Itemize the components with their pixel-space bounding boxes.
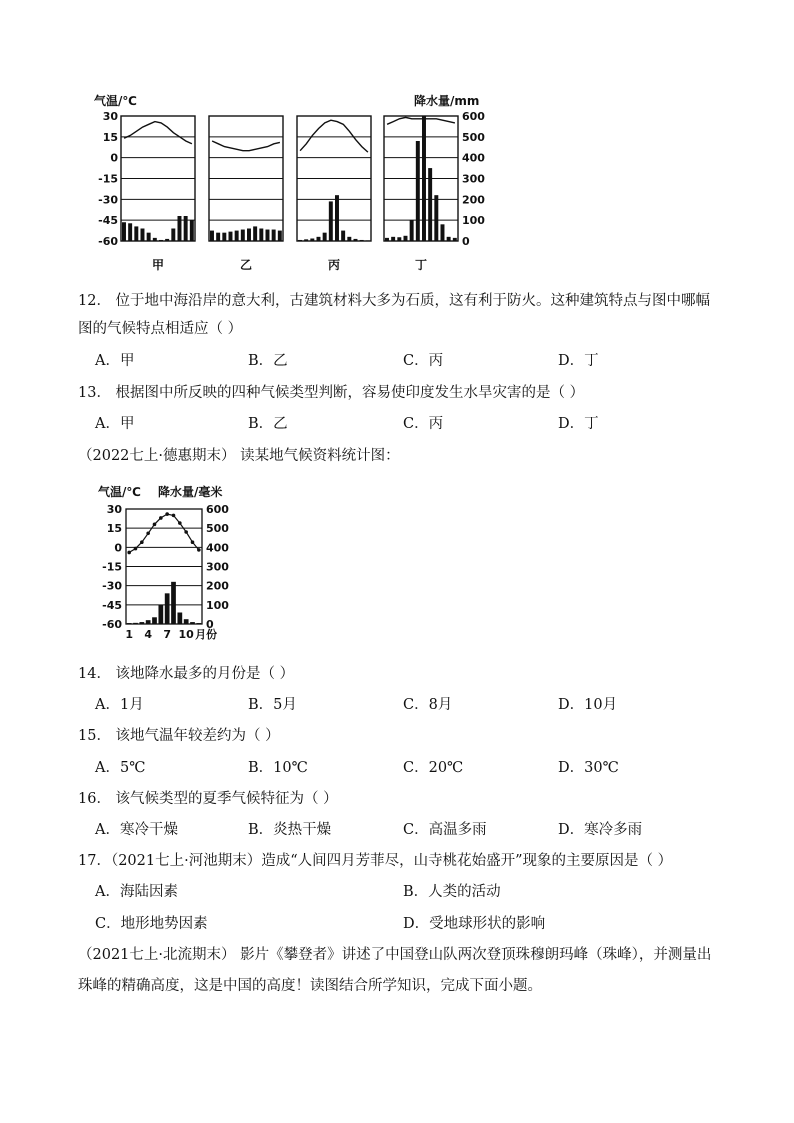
chart2-x-tick: 1 [125, 628, 133, 641]
climate-panel-1 [121, 116, 195, 272]
right-tick-label: 600 [462, 110, 485, 123]
chart2-right-tick: 300 [206, 560, 229, 574]
q16-option-a[interactable]: A．寒冷干燥 [95, 822, 178, 838]
temperature-curve [212, 141, 280, 151]
right-tick-label: 500 [462, 130, 485, 144]
precip-bar [428, 168, 432, 241]
precip-bar [247, 229, 251, 242]
chart2-temperature-point [153, 523, 157, 527]
intro-2022-dehui: （2022七上·德惠期末） 读某地气候资料统计图： [78, 448, 400, 464]
chart2-temperature-point [165, 512, 169, 516]
precip-bar [304, 239, 308, 241]
precip-bar [272, 230, 276, 241]
left-axis-ticks [98, 110, 118, 248]
q17-option-d[interactable]: D．受地球形状的影响 [403, 916, 546, 932]
chart2-precip-bar [190, 622, 195, 624]
precip-bar [210, 231, 214, 241]
precip-bar [253, 226, 257, 241]
q13-option-c[interactable]: C．丙 [403, 416, 444, 432]
q15-option-c[interactable]: C．20℃ [403, 760, 464, 776]
right-tick-label: 0 [462, 235, 470, 248]
q12-option-d[interactable]: D．丁 [558, 353, 599, 369]
q12-option-a[interactable]: A．甲 [95, 353, 135, 369]
chart2-temperature-point [184, 530, 188, 534]
question-16-text: 16． 该气候类型的夏季气候特征为（ ） [78, 791, 338, 807]
chart2-right-tick: 400 [206, 541, 229, 555]
chart2-precip-bar [171, 582, 176, 624]
chart2-right-tick: 0 [206, 618, 214, 631]
chart2-left-tick: 15 [106, 522, 122, 536]
q13-option-b[interactable]: B．乙 [248, 416, 288, 432]
precip-bar [159, 240, 163, 241]
climate-panel-4 [384, 116, 458, 272]
chart2-x-tick: 7 [163, 628, 171, 641]
intro-2021-beiliu-cont: 珠峰的精确高度，这是中国的高度！读图结合所学知识，完成下面小题。 [78, 978, 542, 994]
precip-bar [184, 216, 188, 241]
chart2-left-tick: -15 [102, 560, 122, 574]
left-tick-label: 30 [102, 110, 118, 123]
chart2-precip-bar [158, 605, 163, 624]
left-tick-label: -15 [98, 172, 118, 186]
q17-option-c[interactable]: C．地形地势因素 [95, 916, 208, 932]
question-12-text-cont: 图的气候特点相适应（ ） [78, 321, 243, 337]
precip-bar [229, 232, 233, 241]
chart2-temperature-point [140, 540, 144, 544]
q14-option-b[interactable]: B．5月 [248, 697, 297, 713]
chart2-right-tick: 600 [206, 503, 229, 516]
precip-bar [241, 230, 245, 241]
chart2-precip-bar [139, 622, 144, 624]
chart2-temperature-point [178, 521, 182, 525]
chart2-temperature-point [197, 548, 201, 552]
question-12-text: 12． 位于地中海沿岸的意大利，古建筑材料大多为石质，这有利于防火。这种建筑特点与图中哪幅 [78, 293, 711, 309]
precip-bar [266, 230, 270, 241]
panel-label: 乙 [239, 258, 253, 272]
chart2-precip-bar [184, 619, 189, 624]
precip-bar [360, 240, 364, 241]
q16-option-b[interactable]: B．炎热干燥 [248, 822, 332, 838]
precip-bar [447, 237, 451, 241]
precip-bar [347, 237, 351, 241]
precip-bar [216, 233, 220, 241]
question-13-text: 13． 根据图中所反映的四种气候类型判断，容易使印度发生水旱灾害的是（ ） [78, 385, 585, 401]
chart2-left-tick: -30 [102, 579, 122, 593]
precip-bar [404, 236, 408, 241]
chart2-temperature-point [127, 551, 131, 555]
chart2-precip-bar [146, 620, 151, 624]
q14-option-d[interactable]: D．10月 [558, 697, 618, 713]
climate-chart-2 [80, 478, 340, 648]
chart2-right-tick: 100 [206, 598, 229, 612]
chart2-temperature-point [134, 547, 138, 551]
question-14-text: 14． 该地降水最多的月份是（ ） [78, 666, 295, 682]
precip-bar [341, 231, 345, 241]
chart2-left-tick: -45 [102, 598, 122, 612]
precip-bar [422, 116, 426, 241]
precip-bar [397, 237, 401, 241]
precip-bar [391, 237, 395, 241]
panel-label: 丙 [327, 258, 341, 272]
chart2-temperature-point [146, 531, 150, 535]
precip-bar [128, 223, 132, 241]
temperature-curve [124, 122, 192, 144]
left-tick-label: 0 [110, 151, 118, 165]
precip-bar [416, 141, 420, 241]
chart-panels [121, 116, 458, 272]
precip-bar [222, 233, 226, 241]
q17-option-a[interactable]: A．海陆因素 [95, 884, 178, 900]
chart2-precip-bar [133, 623, 138, 624]
precip-bar [134, 226, 138, 241]
q13-option-a[interactable]: A．甲 [95, 416, 135, 432]
right-axis-ticks [462, 110, 485, 248]
q15-option-a[interactable]: A．5℃ [95, 760, 146, 776]
chart2-right-title: 降水量/毫米 [158, 485, 223, 499]
chart2-left-tick: -60 [102, 618, 122, 631]
intro-2021-beiliu: （2021七上·北流期末） 影片《攀登者》讲述了中国登山队两次登顶珠穆朗玛峰（珠峰），并测量出 [78, 947, 712, 963]
precip-bar [434, 195, 438, 241]
chart2-left-title: 气温/℃ [98, 485, 141, 499]
left-tick-label: -30 [98, 193, 118, 207]
q14-option-a[interactable]: A．1月 [95, 697, 144, 713]
climate-panel-3 [297, 116, 371, 272]
climate-charts-figure [0, 85, 794, 355]
precip-bar [329, 201, 333, 241]
q12-option-b[interactable]: B．乙 [248, 353, 288, 369]
question-17-text: 17．（2021七上·河池期末）造成“人间四月芳菲尽，山寺桃花始盛开”现象的主要原因是（ ） [78, 853, 673, 869]
q12-option-c[interactable]: C．丙 [403, 353, 444, 369]
precip-bar [323, 233, 327, 241]
right-tick-label: 200 [462, 193, 485, 207]
precip-bar [441, 224, 445, 241]
precip-bar [165, 239, 169, 241]
question-15-text: 15． 该地气温年较差约为（ ） [78, 728, 280, 744]
panel-label: 甲 [151, 258, 165, 272]
right-tick-label: 400 [462, 151, 485, 165]
temperature-curve [300, 120, 368, 152]
chart2-temperature-point [191, 540, 195, 544]
precip-bar [298, 240, 302, 241]
chart2-precip-bar [152, 617, 157, 624]
precip-bar [141, 229, 145, 242]
precip-bar [171, 229, 175, 242]
chart2-temperature-point [159, 516, 163, 520]
left-tick-label: -60 [98, 235, 118, 248]
precip-bar [190, 220, 194, 241]
chart2-precip-bar [165, 593, 170, 624]
precip-bar [366, 240, 370, 241]
chart2-x-tick: 10 [178, 628, 194, 641]
chart2-temperature-curve [129, 514, 199, 552]
chart2-plot [102, 503, 229, 641]
q15-option-d[interactable]: D．30℃ [558, 760, 619, 776]
precip-bar [385, 238, 389, 241]
precip-bar [153, 238, 157, 241]
right-tick-label: 300 [462, 172, 485, 186]
right-tick-label: 100 [462, 214, 485, 228]
q13-option-d[interactable]: D．丁 [558, 416, 599, 432]
left-tick-label: -45 [98, 214, 118, 228]
left-tick-label: 15 [102, 130, 118, 144]
chart2-temperature-point [172, 514, 176, 518]
chart2-left-tick: 30 [106, 503, 122, 516]
q16-option-d[interactable]: D．寒冷多雨 [558, 822, 643, 838]
climate-panel-2 [209, 116, 283, 272]
right-axis-title: 降水量/mm [414, 94, 480, 108]
precip-bar [278, 231, 282, 241]
precip-bar [310, 239, 314, 242]
chart2-left-tick: 0 [114, 541, 122, 555]
precip-bar [122, 222, 126, 241]
panel-label: 丁 [414, 258, 428, 272]
chart2-precip-bar [196, 623, 201, 624]
chart2-right-tick: 500 [206, 522, 229, 536]
precip-bar [235, 231, 239, 241]
precip-bar [317, 237, 321, 241]
q14-option-c[interactable]: C．8月 [403, 697, 453, 713]
precip-bar [147, 233, 151, 241]
precip-bar [178, 216, 182, 241]
precip-bar [453, 238, 457, 241]
chart2-right-tick: 200 [206, 579, 229, 593]
left-axis-title: 气温/℃ [94, 94, 137, 108]
chart2-precip-bar [177, 613, 182, 625]
chart2-x-unit: 月份 [195, 628, 218, 641]
chart2-precip-bar [127, 623, 132, 624]
chart2-x-tick: 4 [144, 628, 152, 641]
temperature-curve [387, 117, 455, 124]
precip-bar [354, 239, 358, 241]
q16-option-c[interactable]: C．高温多雨 [403, 822, 487, 838]
precip-bar [259, 229, 263, 242]
precip-bar [410, 220, 414, 241]
q15-option-b[interactable]: B．10℃ [248, 760, 308, 776]
q17-option-b[interactable]: B．人类的活动 [403, 884, 501, 900]
precip-bar [335, 195, 339, 241]
